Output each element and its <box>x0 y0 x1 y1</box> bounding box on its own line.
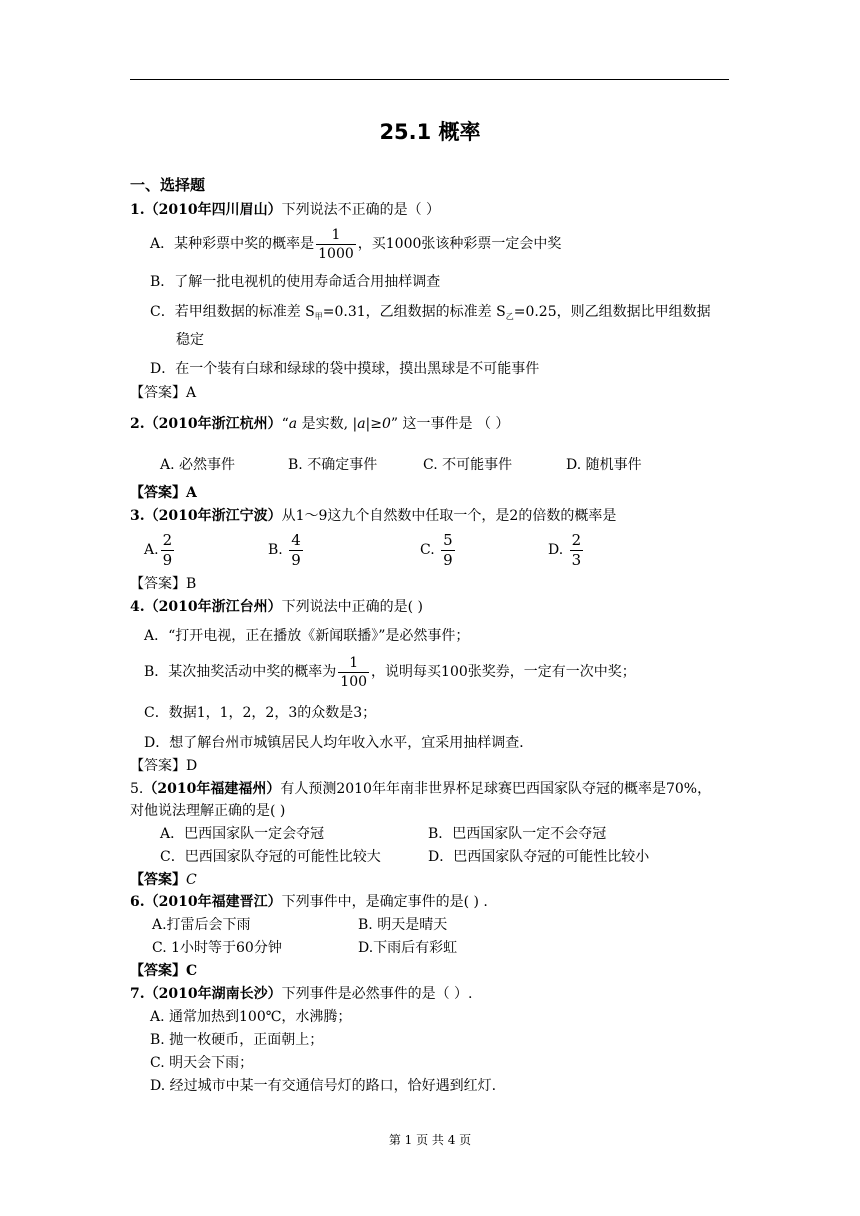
question-5-stem-continued: 对他说法理解正确的是( ) <box>130 803 286 819</box>
question-number: 1. <box>130 202 145 218</box>
document-title: 25.1 概率 <box>379 120 481 144</box>
fraction <box>316 228 356 261</box>
numerator: 1 <box>316 228 356 245</box>
math-expression: |a|≥0 <box>352 416 391 432</box>
question-6-stem <box>130 893 488 911</box>
option-text: C．若甲组数据的标准差 S <box>150 304 315 320</box>
question-2-option-a: A. 必然事件 <box>160 457 236 473</box>
question-6-option-c: C. 1小时等于60分钟 <box>152 940 282 956</box>
question-text: 是实数, <box>297 416 353 432</box>
subscript: 乙 <box>505 312 514 321</box>
question-text: 有人预测2010年年南非世界杯足球赛巴西国家队夺冠的概率是70%， <box>280 781 712 797</box>
denominator: 100 <box>340 673 368 690</box>
question-4-answer: 【答案】D <box>130 758 198 774</box>
question-source: （2010年四川眉山） <box>144 202 282 218</box>
question-text: 下列说法中正确的是( ) <box>281 599 423 615</box>
question-1-answer: 【答案】A <box>130 385 197 401</box>
option-text: ，说明每买100张奖券，一定有一次中奖； <box>371 664 636 680</box>
option-label: A. <box>144 542 159 558</box>
question-2-option-c: C. 不可能事件 <box>423 457 513 473</box>
subscript: 甲 <box>314 312 323 321</box>
option-text: B．某次抽奖活动中奖的概率为 <box>144 664 337 680</box>
question-source: （2010年福建福州） <box>143 781 281 797</box>
question-number: 6. <box>130 894 145 910</box>
question-4-option-c: C．数据1，1，2，2，3的众数是3； <box>144 705 377 721</box>
question-number: 7. <box>130 986 145 1002</box>
question-3-stem <box>130 507 616 525</box>
question-6-option-a: A.打雷后会下雨 <box>152 917 251 933</box>
numerator: 5 <box>443 530 453 549</box>
question-5-stem <box>130 780 711 798</box>
denominator: 9 <box>443 550 453 569</box>
math-variable: a <box>288 416 298 432</box>
question-7-stem <box>130 985 473 1003</box>
question-1-option-d: D．在一个装有白球和绿球的袋中摸球，摸出黑球是不可能事件 <box>150 361 540 377</box>
question-text: 下列事件中，是确定事件的是( ) . <box>281 894 488 910</box>
question-3-answer: 【答案】B <box>130 576 197 592</box>
question-1-option-a <box>150 226 561 262</box>
option-label: D. <box>548 542 564 558</box>
denominator: 1000 <box>318 245 354 262</box>
answer-value: C <box>186 872 197 888</box>
option-text: =0.25，则乙组数据比甲组数据 <box>513 304 711 320</box>
question-2-option-d: D. 随机事件 <box>566 457 642 473</box>
section-heading: 一、选择题 <box>130 176 206 194</box>
question-number: 5. <box>130 781 144 797</box>
question-text: “ <box>281 416 289 432</box>
question-5-option-d: D．巴西国家队夺冠的可能性比较小 <box>428 849 650 865</box>
option-text: =0.31，乙组数据的标准差 S <box>322 304 506 320</box>
question-number: 2. <box>130 416 145 432</box>
question-source: （2010年浙江宁波） <box>144 508 282 524</box>
header-rule <box>130 79 729 80</box>
option-label: B. <box>268 542 283 558</box>
fraction <box>161 530 175 569</box>
option-text: ，买1000张该种彩票一定会中奖 <box>357 236 562 252</box>
question-1-stem <box>130 201 440 219</box>
question-4-option-b <box>144 654 636 690</box>
question-7-option-d: D. 经过城市中某一有交通信号灯的路口，恰好遇到红灯. <box>150 1078 497 1094</box>
question-3-option-c <box>420 530 457 570</box>
numerator: 2 <box>571 530 582 549</box>
question-4-option-d: D．想了解台州市城镇居民人均年收入水平，宜采用抽样调查． <box>144 735 534 751</box>
question-1-option-b: B．了解一批电视机的使用寿命适合用抽样调查 <box>150 274 441 290</box>
question-source: （2010年福建晋江） <box>144 894 282 910</box>
question-source: （2010年浙江杭州） <box>144 416 282 432</box>
question-7-option-c: C. 明天会下雨； <box>150 1055 254 1071</box>
question-5-option-c: C．巴西国家队夺冠的可能性比较大 <box>160 849 381 865</box>
question-7-option-a: A. 通常加热到100℃，水沸腾； <box>150 1009 352 1025</box>
denominator: 9 <box>162 550 173 569</box>
numerator: 4 <box>291 530 301 549</box>
question-text: 下列说法不正确的是（ ） <box>281 202 441 218</box>
question-3-option-a <box>144 530 176 570</box>
question-number: 4. <box>130 599 145 615</box>
question-6-option-b: B. 明天是晴天 <box>358 917 448 933</box>
question-text: 从1～9这九个自然数中任取一个，是2的倍数的概率是 <box>281 508 617 524</box>
numerator: 1 <box>338 656 369 673</box>
question-source: （2010年浙江台州） <box>144 599 282 615</box>
question-6-answer: 【答案】C <box>130 963 198 979</box>
question-number: 3. <box>130 508 145 524</box>
option-text: A．某种彩票中奖的概率是 <box>150 236 315 252</box>
page-footer: 第 1 页 共 4 页 <box>388 1133 472 1147</box>
denominator: 3 <box>571 550 582 569</box>
question-3-option-d <box>548 530 585 570</box>
fraction <box>441 530 455 569</box>
question-4-stem <box>130 598 423 616</box>
question-4-option-a: A．“打开电视，正在播放《新闻联播》”是必然事件； <box>144 628 470 644</box>
question-5-option-a: A．巴西国家队一定会夺冠 <box>160 826 325 842</box>
numerator: 2 <box>162 530 173 549</box>
fraction <box>338 656 369 689</box>
option-label: C. <box>420 542 435 558</box>
fraction <box>289 530 303 569</box>
answer-label: 【答案】 <box>130 872 186 888</box>
question-text: 下列事件是必然事件的是（ ）. <box>281 986 473 1002</box>
question-source: （2010年湖南长沙） <box>144 986 282 1002</box>
fraction <box>570 530 584 569</box>
question-6-option-d: D.下雨后有彩虹 <box>358 940 458 956</box>
question-5-option-b: B．巴西国家队一定不会夺冠 <box>428 826 607 842</box>
question-5-answer <box>130 871 197 889</box>
question-text: ” 这一事件是 （ ） <box>390 416 510 432</box>
question-7-option-b: B. 抛一枚硬币，正面朝上； <box>150 1032 324 1048</box>
question-3-option-b <box>268 530 305 570</box>
question-2-answer: 【答案】A <box>130 485 197 501</box>
question-2-stem <box>130 415 509 433</box>
question-2-option-b: B. 不确定事件 <box>288 457 378 473</box>
question-1-option-c <box>150 303 711 326</box>
denominator: 9 <box>291 550 301 569</box>
question-1-option-c-continued: 稳定 <box>176 332 204 348</box>
